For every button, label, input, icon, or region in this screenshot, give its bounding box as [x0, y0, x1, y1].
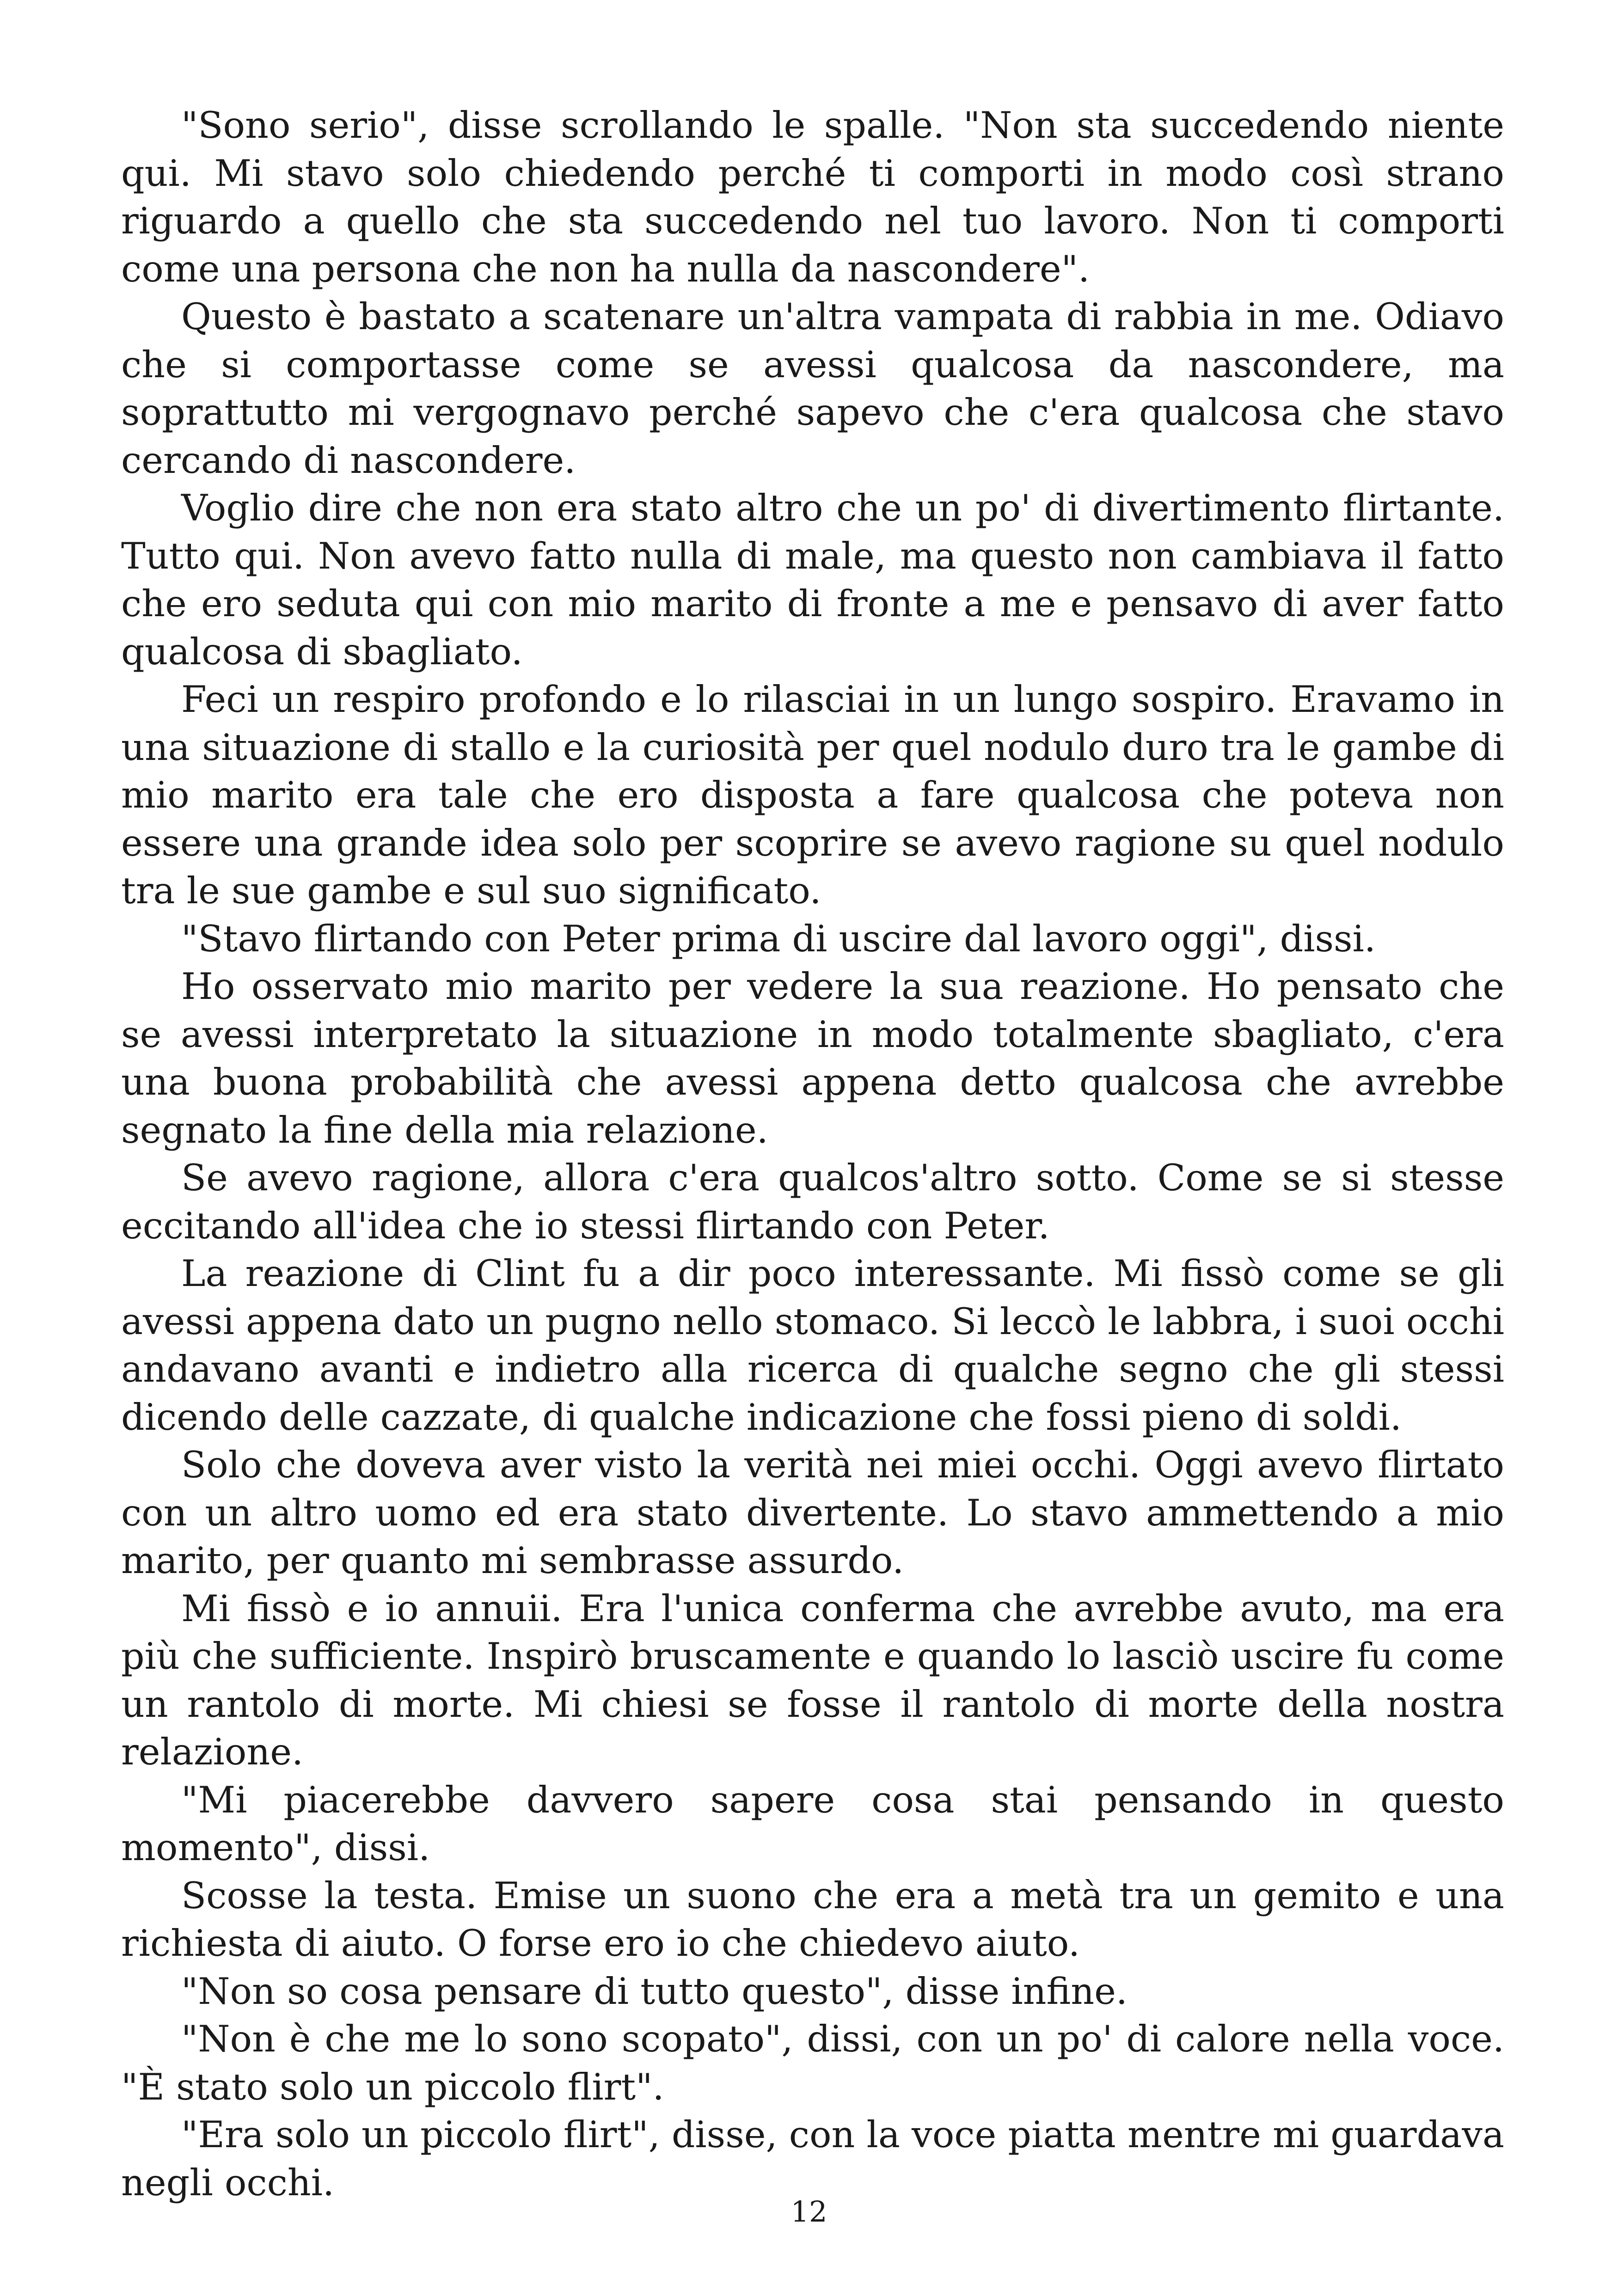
paragraph: Solo che doveva aver visto la verità nei miei occhi. Oggi avevo flirtato con un altro uomo ed era stato divertente. Lo stavo ammettendo a mio marito, per quanto mi sembrasse assurdo.: [121, 1444, 1504, 1582]
paragraph: "Era solo un piccolo flirt", disse, con la voce piatta mentre mi guardava negli occhi.: [121, 2113, 1504, 2204]
paragraph: Feci un respiro profondo e lo rilasciai in un lungo sospiro. Eravamo in una situazione di stallo e la curiosità per quel nodulo duro tra le gambe di mio marito era tale che ero disposta a fare qualcosa che poteva non essere una grande idea solo per scoprire se avevo ragione su quel nodulo tra le sue gambe e sul suo significato.: [121, 678, 1504, 912]
paragraph: Scosse la testa. Emise un suono che era a metà tra un gemito e una richiesta di aiuto. O forse ero io che chiedevo aiuto.: [121, 1874, 1504, 1965]
paragraph: "Sono serio", disse scrollando le spalle. "Non sta succedendo niente qui. Mi stavo solo chiedendo perché ti comporti in modo così strano riguardo a quello che sta succedendo nel tuo lavoro. Non ti comporti come una persona che non ha nulla da nascondere".: [121, 104, 1504, 290]
paragraph: "Mi piacerebbe davvero sapere cosa stai pensando in questo momento", dissi.: [121, 1778, 1504, 1869]
body-text: [121, 102, 1504, 2207]
paragraph: Questo è bastato a scatenare un'altra vampata di rabbia in me. Odiavo che si comportasse come se avessi qualcosa da nascondere, ma soprattutto mi vergognavo perché sapevo che c'era qualcosa che stavo cercando di nascondere.: [121, 295, 1504, 482]
paragraph: "Non è che me lo sono scopato", dissi, con un po' di calore nella voce. "È stato solo un piccolo flirt".: [121, 2018, 1504, 2108]
paragraph: Ho osservato mio marito per vedere la sua reazione. Ho pensato che se avessi interpretato la situazione in modo totalmente sbagliato, c'era una buona probabilità che avessi appena detto qualcosa che avrebbe segnato la fine della mia relazione.: [121, 965, 1504, 1151]
paragraph: "Stavo flirtando con Peter prima di uscire dal lavoro oggi", dissi.: [181, 917, 1376, 960]
paragraph: "Non so cosa pensare di tutto questo", disse infine.: [181, 1970, 1128, 2013]
paragraph: La reazione di Clint fu a dir poco interessante. Mi fissò come se gli avessi appena dato un pugno nello stomaco. Si leccò le labbra, i suoi occhi andavano avanti e indietro alla ricerca di qualche segno che gli stessi dicendo delle cazzate, di qualche indicazione che fossi pieno di soldi.: [121, 1252, 1504, 1439]
page-number: 12: [791, 2195, 827, 2229]
paragraph: Mi fissò e io annuii. Era l'unica conferma che avrebbe avuto, ma era più che sufficiente. Inspirò bruscamente e quando lo lasciò uscire fu come un rantolo di morte. Mi chiesi se fosse il rantolo di morte della nostra relazione.: [121, 1587, 1504, 1773]
paragraph: Se avevo ragione, allora c'era qualcos'altro sotto. Come se si stesse eccitando all'idea che io stessi flirtando con Peter.: [121, 1157, 1504, 1247]
paragraph: Voglio dire che non era stato altro che un po' di divertimento flirtante. Tutto qui. Non avevo fatto nulla di male, ma questo non cambiava il fatto che ero seduta qui con mio marito di fronte a me e pensavo di aver fatto qualcosa di sbagliato.: [121, 487, 1504, 673]
